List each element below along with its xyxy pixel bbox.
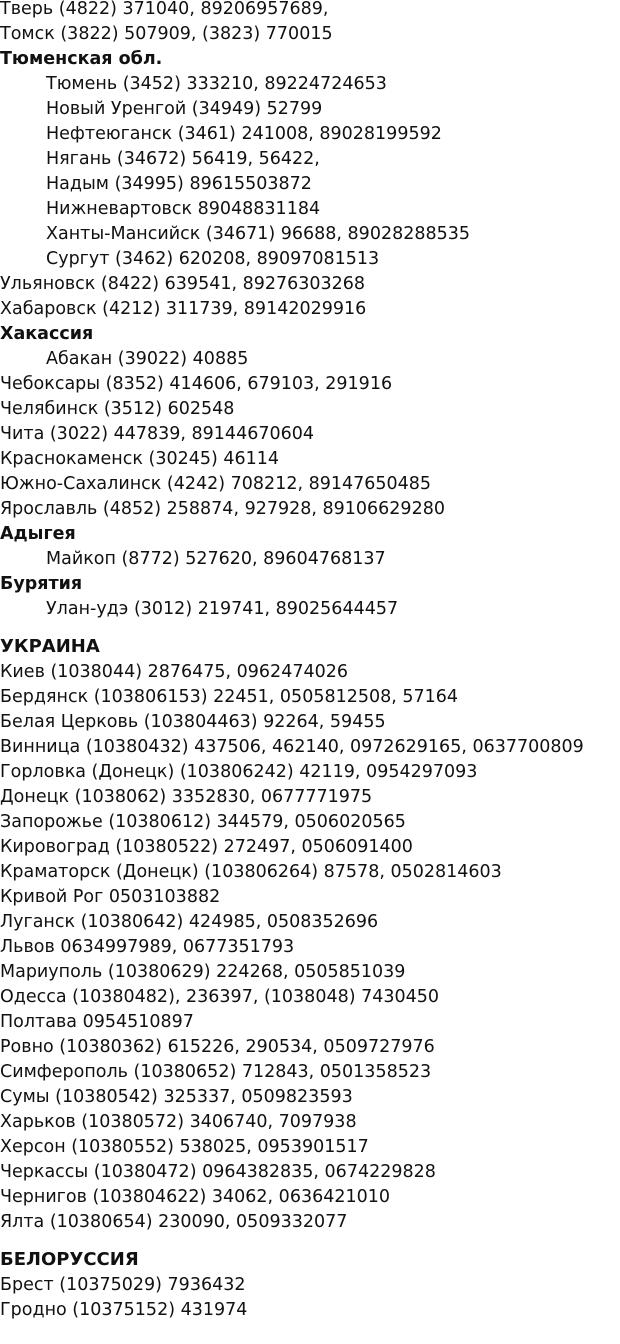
city-entry: Львов 0634997989, 0677351793 bbox=[0, 937, 295, 957]
city-entry-indented: Нижневартовск 89048831184 bbox=[46, 199, 321, 219]
city-entry-indented: Нефтеюганск (3461) 241008, 89028199592 bbox=[46, 124, 442, 144]
city-entry: Краматорск (Донецк) (103806264) 87578, 0502814603 bbox=[0, 862, 502, 882]
city-entry: Ялта (10380654) 230090, 0509332077 bbox=[0, 1212, 348, 1232]
city-entry: Кривой Рог 0503103882 bbox=[0, 887, 221, 907]
city-entry: Ярославль (4852) 258874, 927928, 89106629280 bbox=[0, 499, 445, 519]
city-entry: Запорожье (10380612) 344579, 0506020565 bbox=[0, 812, 406, 832]
region-heading: Тюменская обл. bbox=[0, 49, 163, 69]
city-entry: Ульяновск (8422) 639541, 89276303268 bbox=[0, 274, 366, 294]
city-entry: Брест (10375029) 7936432 bbox=[0, 1275, 246, 1295]
city-entry-indented: Тюмень (3452) 333210, 89224724653 bbox=[46, 74, 387, 94]
region-heading: Бурятия bbox=[0, 574, 83, 594]
city-entry: Хабаровск (4212) 311739, 89142029916 bbox=[0, 299, 367, 319]
city-entry: Бердянск (103806153) 22451, 0505812508, 57164 bbox=[0, 687, 459, 707]
city-entry-indented: Улан-удэ (3012) 219741, 89025644457 bbox=[46, 599, 399, 619]
city-entry: Ровно (10380362) 615226, 290534, 0509727976 bbox=[0, 1037, 435, 1057]
city-entry: Херсон (10380552) 538025, 0953901517 bbox=[0, 1137, 369, 1157]
city-entry-indented: Абакан (39022) 40885 bbox=[46, 349, 249, 369]
city-entry-indented: Нягань (34672) 56419, 56422, bbox=[46, 149, 320, 169]
city-entry: Мариуполь (10380629) 224268, 0505851039 bbox=[0, 962, 406, 982]
city-entry: Гродно (10375152) 431974 bbox=[0, 1300, 248, 1320]
region-heading: Адыгея bbox=[0, 524, 76, 544]
city-entry: Томск (3822) 507909, (3823) 770015 bbox=[0, 24, 333, 44]
city-entry: Краснокаменск (30245) 46114 bbox=[0, 449, 280, 469]
city-entry: Чита (3022) 447839, 89144670604 bbox=[0, 424, 315, 444]
city-entry-indented: Ханты-Мансийск (34671) 96688, 89028288535 bbox=[46, 224, 471, 244]
city-entry: Черкассы (10380472) 0964382835, 0674229828 bbox=[0, 1162, 436, 1182]
section-heading: УКРАИНА bbox=[0, 636, 100, 657]
city-entry: Белая Церковь (103804463) 92264, 59455 bbox=[0, 712, 386, 732]
region-heading: Хакассия bbox=[0, 324, 94, 344]
city-entry: Донецк (1038062) 3352830, 0677771975 bbox=[0, 787, 373, 807]
city-entry: Луганск (10380642) 424985, 0508352696 bbox=[0, 912, 379, 932]
city-entry: Горловка (Донецк) (103806242) 42119, 0954297093 bbox=[0, 762, 478, 782]
city-entry: Одесса (10380482), 236397, (1038048) 7430450 bbox=[0, 987, 440, 1007]
city-entry: Чебоксары (8352) 414606, 679103, 291916 bbox=[0, 374, 393, 394]
city-entry: Челябинск (3512) 602548 bbox=[0, 399, 235, 419]
city-entry: Чернигов (103804622) 34062, 0636421010 bbox=[0, 1187, 391, 1207]
city-entry-indented: Новый Уренгой (34949) 52799 bbox=[46, 99, 323, 119]
city-entry: Винница (10380432) 437506, 462140, 0972629165, 0637700809 bbox=[0, 737, 584, 757]
section-heading: БЕЛОРУССИЯ bbox=[0, 1249, 139, 1270]
city-entry-indented: Майкоп (8772) 527620, 89604768137 bbox=[46, 549, 386, 569]
city-entry: Киев (1038044) 2876475, 0962474026 bbox=[0, 662, 349, 682]
city-entry: Полтава 0954510897 bbox=[0, 1012, 194, 1032]
city-entry: Кировоград (10380522) 272497, 0506091400 bbox=[0, 837, 413, 857]
city-entry: Сумы (10380542) 325337, 0509823593 bbox=[0, 1087, 353, 1107]
city-entry: Южно-Сахалинск (4242) 708212, 89147650485 bbox=[0, 474, 432, 494]
city-entry-indented: Надым (34995) 89615503872 bbox=[46, 174, 312, 194]
city-entry: Симферополь (10380652) 712843, 0501358523 bbox=[0, 1062, 432, 1082]
city-entry: Харьков (10380572) 3406740, 7097938 bbox=[0, 1112, 357, 1132]
city-entry: Тверь (4822) 371040, 89206957689, bbox=[0, 0, 329, 19]
city-entry-indented: Сургут (3462) 620208, 89097081513 bbox=[46, 249, 380, 269]
